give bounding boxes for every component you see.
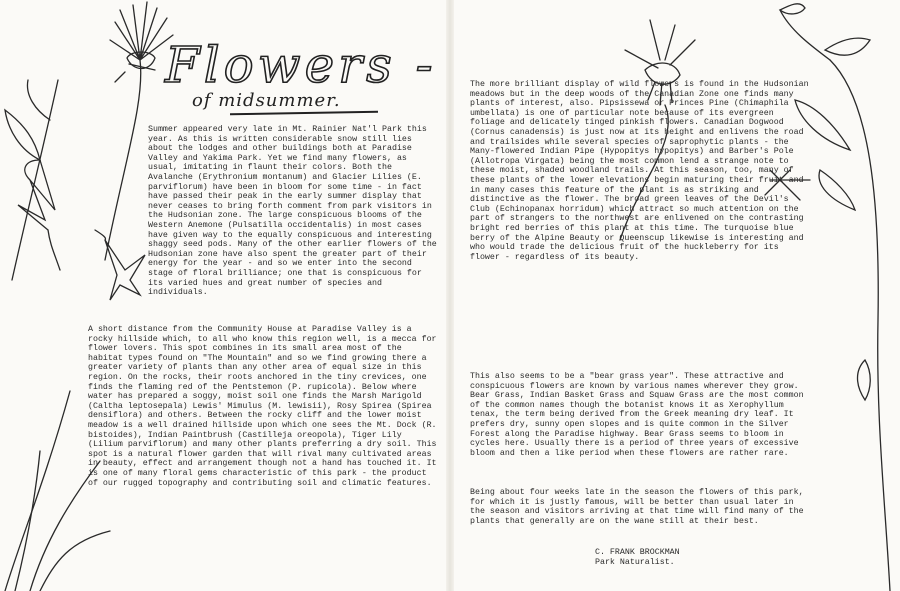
left-paragraph-2 (88, 325, 440, 488)
paragraph-text: The more brilliant display of wild flowers is found in the Hudsonian meadows but in the deep woods of the Canadian Zone one finds many plants of interest, also. Pipsissewa or Princes Pine (Chimaphila umbellata) is one of particular note because of its evergreen foliage and delicately tinged pinkish flowers. Canadian Dogwood (Cornus canadensis) is just now at its height and enlivens the road and trailsides while several species of saprophytic plants - the Many-flowered Indian Pipe (Hypopitys hypopitys) and Barber's Pole (Allotropa Virgata) being the most common lend a strange note to these moist, shaded woodland trails. At this season, too, many of these plants of the lower elevations begin maturing their fruit and in many cases this feature of the plant is as striking and distinctive as the flower. The broad green leaves of the Devil's Club (Echinopanax horridum) which attract so much attention on the part of strangers to the northwest are enlivened on the contrasting bright red berries of this plant at this time. The turquoise blue berry of the Alpine Beauty or Queenscup likewise is interesting and who would trade the delicious fruit of the huckleberry for its flower - regardless of its beauty. (470, 80, 809, 262)
right-page (450, 0, 900, 591)
right-paragraph-3 (470, 488, 810, 526)
page-title: Flowers - (165, 36, 437, 94)
signature-title: Park Naturalist. (595, 558, 675, 567)
left-paragraph-1 (148, 125, 438, 298)
right-paragraph-1 (470, 80, 810, 262)
bellflower-illustration (95, 230, 155, 310)
lily-flower-illustration (0, 150, 80, 270)
subtitle-underline (230, 111, 378, 116)
paragraph-text: Being about four weeks late in the season the flowers of this park, for which it is justly famous, will be better than usual later in the season and visitors arriving at that time will find many of the plants that generally are on the wane still at their best. (470, 488, 804, 526)
signature-block (595, 548, 680, 568)
paragraph-text: This also seems to be a "bear grass year". These attractive and conspicuous flowers are known by various names wherever they grow. Bear Grass, Indian Basket Grass and Squaw Grass are the most common of the common names though the botanist knows it as Xerophyllum tenax, the term being derived from the Greek meaning dry leaf. It prefers dry, sunny open slopes and is quite common in the Silver Forest along the Paradise highway. Bear Grass seems to bloom in cycles here. Usually there is a period of three years of excessive bloom and then a like period when these flowers are rather rare. (470, 372, 804, 458)
signature-name: C. FRANK BROCKMAN (595, 548, 680, 557)
page-subtitle: of midsummer. (192, 90, 341, 111)
paragraph-text: A short distance from the Community House at Paradise Valley is a rocky hillside which, to all who know this region well, is a mecca for flower lovers. This spot combines in its small area most of the habitat types found on "The Mountain" and so we find growing there a greater variety of plants than any other area of equal size in this region. On the rocks, their roots anchored in the tiny crevices, one finds the flaming red of the Pentstemon (P. rupicola). Below where water has prepared a soggy, moist soil one finds the Marsh Marigold (Caltha leptosepala) Lewis' Mimulus (M. lewisii), Rosy Spirea (Spirea densiflora) and others. Between the rocky cliff and the lower moist meadow is a well drained hillside upon which one sees the Mt. Dock (R. bistoides), Indian Paintbrush (Castilleja oreopola), Tiger Lily (Lilium parviflorum) and many other plants preferring a dry soil. This spot is a natural flower garden that will rival many cultivated areas in beauty, effect and arrangement though not a hand has touched it. It is one of many floral gems characteristic of this park - the product of our rugged topography and contributing soil and climatic features. (88, 325, 437, 488)
paragraph-text: Summer appeared very late in Mt. Rainier Nat'l Park this year. As this is written considerable snow still lies about the lodges and other buildings both at Paradise Valley and Yakima Park. Yet we find many flowers, as usual, imitating in flaunt their colors. Both the Avalanche (Erythronium montanum) and Glacier Lilies (E. parviflorum) have been in bloom for some time - in fact have passed their peak in the early summer display that never ceases to bring forth comment from park visitors in the Hudsonian zone. The large conspicuous blooms of the Western Anemone (Pulsatilla occidentalis) in most cases have given way to the equally conspicuous and interesting shaggy seed pods. Many of the other earlier flowers of the Hudsonian zone have also spent the greater part of their energy for the year - and so we enter into the second stage of floral brilliance; one that is conspicuous for its varied hues and great number of species and individuals. (148, 125, 437, 298)
right-paragraph-2 (470, 372, 810, 458)
